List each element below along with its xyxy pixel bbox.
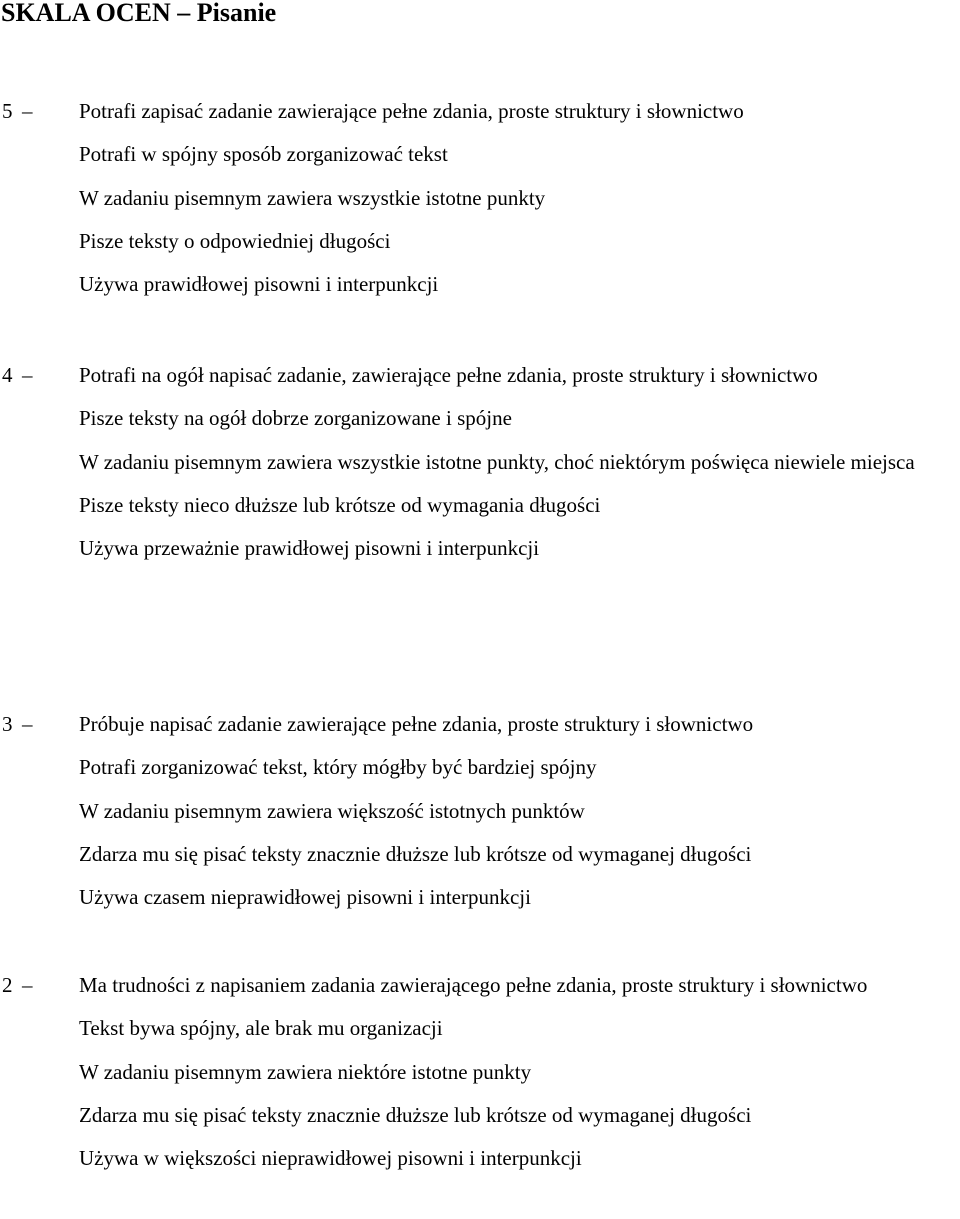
criterion: Potrafi zorganizować tekst, który mógłby być bardziej spójny bbox=[79, 755, 597, 780]
criterion: Próbuje napisać zadanie zawierające pełne zdania, proste struktury i słownictwo bbox=[79, 712, 754, 736]
criterion: Używa przeważnie prawidłowej pisowni i interpunkcji bbox=[79, 536, 540, 561]
criteria-list bbox=[79, 964, 958, 1180]
criteria-list bbox=[79, 354, 958, 570]
criterion: Tekst bywa spójny, ale brak mu organizacji bbox=[79, 1016, 443, 1041]
criterion: W zadaniu pisemnym zawiera wszystkie istotne punkty bbox=[79, 185, 546, 210]
criterion: Ma trudności z napisaniem zadania zawierającego pełne zdania, proste struktury i słownictwo bbox=[79, 973, 868, 997]
criterion: Pisze teksty na ogół dobrze zorganizowane i spójne bbox=[79, 406, 512, 431]
criterion: Zdarza mu się pisać teksty znacznie dłuższe lub krótsze od wymaganej długości bbox=[79, 841, 752, 866]
criterion: Używa w większości nieprawidłowej pisowni i interpunkcji bbox=[79, 1146, 582, 1171]
level-dash: – bbox=[22, 363, 33, 387]
criterion: Używa prawidłowej pisowni i interpunkcji bbox=[79, 272, 439, 297]
level-dash: – bbox=[22, 99, 33, 123]
criterion: W zadaniu pisemnym zawiera większość istotnych punktów bbox=[79, 798, 585, 823]
criterion: Potrafi w spójny sposób zorganizować tekst bbox=[79, 142, 448, 167]
criterion: Pisze teksty nieco dłuższe lub krótsze od wymagania długości bbox=[79, 492, 601, 517]
level-dash: – bbox=[22, 712, 33, 736]
criteria-list bbox=[79, 90, 958, 306]
level-score: 2 bbox=[2, 973, 13, 997]
criterion: Zdarza mu się pisać teksty znacznie dłuższe lub krótsze od wymaganej długości bbox=[79, 1102, 752, 1127]
criterion: Pisze teksty o odpowiedniej długości bbox=[79, 228, 391, 253]
level-score: 4 bbox=[2, 363, 13, 387]
level-score: 3 bbox=[2, 712, 13, 736]
criterion: W zadaniu pisemnym zawiera niektóre istotne punkty bbox=[79, 1059, 532, 1084]
criterion: Używa czasem nieprawidłowej pisowni i interpunkcji bbox=[79, 885, 531, 910]
criterion: Potrafi na ogół napisać zadanie, zawierające pełne zdania, proste struktury i słownictwo bbox=[79, 363, 818, 387]
criterion: W zadaniu pisemnym zawiera wszystkie istotne punkty, choć niektórym poświęca niewiele miejsca bbox=[79, 449, 915, 474]
criterion: Potrafi zapisać zadanie zawierające pełne zdania, proste struktury i słownictwo bbox=[79, 99, 744, 123]
page-title: SKALA OCEN – Pisanie bbox=[1, 0, 277, 27]
level-score: 5 bbox=[2, 99, 13, 123]
level-dash: – bbox=[22, 973, 33, 997]
criteria-list bbox=[79, 703, 958, 919]
